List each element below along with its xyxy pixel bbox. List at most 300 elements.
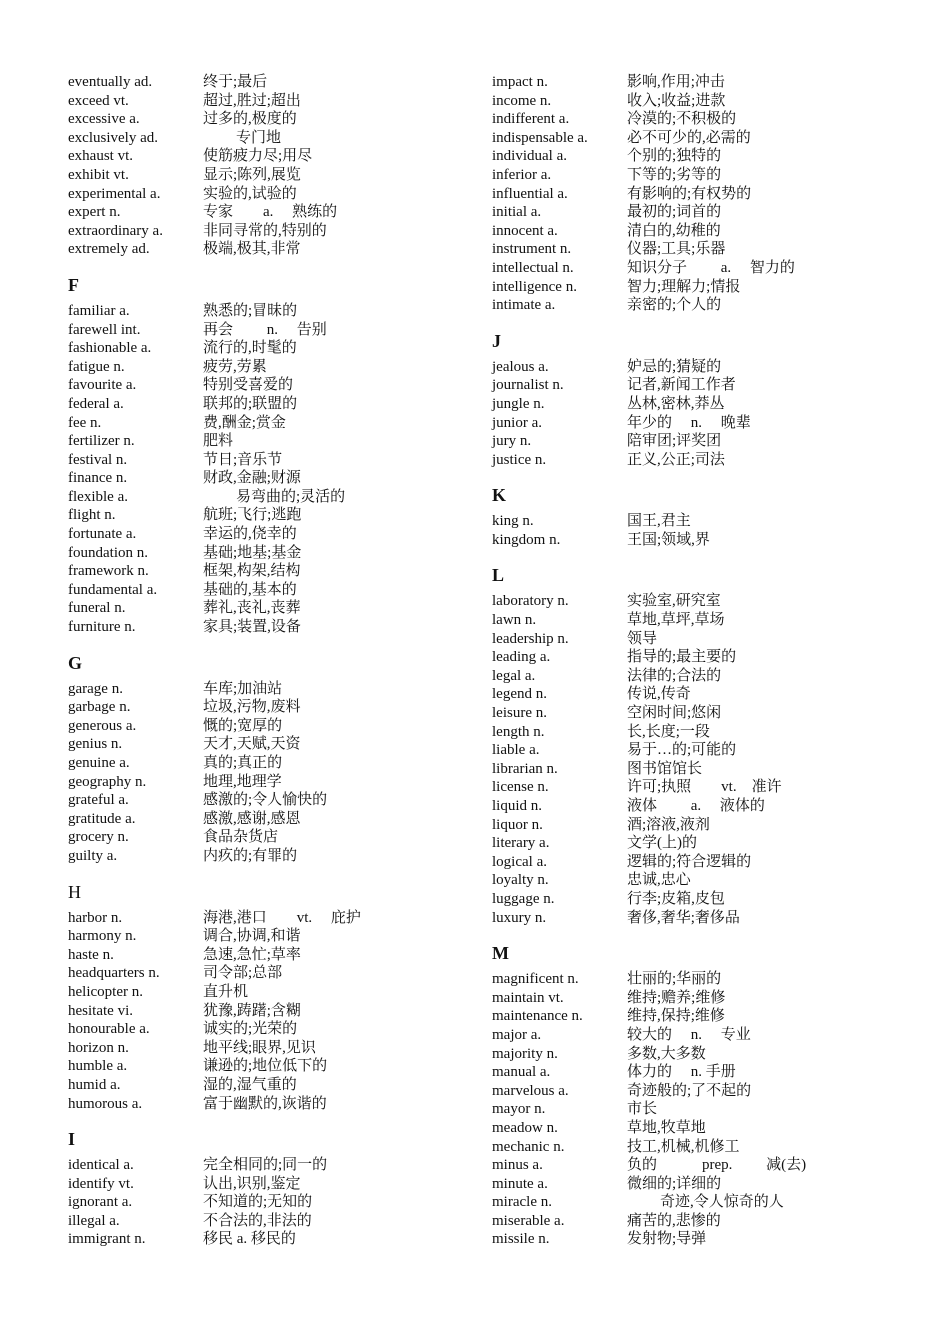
entry-definition: 易弯曲的;灵活的 — [236, 488, 346, 505]
entry-definition: 湿的,湿气重的 — [203, 1076, 297, 1093]
vocab-entry — [492, 222, 912, 241]
entry-definition: 疲劳,劳累 — [203, 358, 267, 375]
vocab-entry — [492, 395, 912, 414]
entry-word: maintenance n. — [492, 1008, 583, 1025]
entry-definition: 诚实的;光荣的 — [203, 1021, 298, 1038]
vocab-entry — [492, 797, 912, 816]
vocab-entry — [68, 618, 468, 637]
entry-definition: 葬礼,丧礼,丧葬 — [203, 600, 301, 617]
vocab-entry — [492, 970, 912, 989]
entry-word: federal a. — [68, 395, 124, 412]
entry-definition: 年少的 n. 晚辈 — [627, 414, 751, 431]
entry-definition: 清白的,幼稚的 — [627, 222, 721, 239]
entry-word: genuine a. — [68, 755, 130, 771]
vocab-entry — [68, 828, 468, 847]
vocab-entry — [68, 166, 468, 185]
vocab-entry — [492, 1007, 912, 1026]
entry-definition: 节日;音乐节 — [203, 451, 283, 468]
entry-word: grocery n. — [68, 829, 129, 846]
entry-definition: 再会 n. 告别 — [203, 321, 327, 338]
entry-definition: 基础的,基本的 — [203, 581, 297, 598]
entry-definition: 专门地 — [236, 129, 282, 146]
entry-definition: 食品杂货店 — [203, 829, 279, 846]
entry-word: fortunate a. — [68, 526, 137, 543]
entry-definition: 超过,胜过;超出 — [203, 92, 301, 109]
entry-definition: 地平线;眼界,见识 — [203, 1039, 316, 1056]
entry-word: jury n. — [492, 433, 532, 450]
entry-definition: 框架,构架,结构 — [203, 563, 301, 580]
entry-definition: 终于;最后 — [203, 74, 268, 90]
entry-word: exhaust vt. — [68, 148, 133, 165]
entry-definition: 内疚的;有罪的 — [203, 847, 298, 864]
vocab-entry — [492, 203, 912, 222]
vocab-entry — [68, 946, 468, 965]
entry-word: junior a. — [492, 414, 542, 431]
entry-definition: 财政,金融;财源 — [203, 470, 301, 487]
entry-definition: 行李;皮箱,皮包 — [627, 890, 725, 907]
entry-word: meadow n. — [492, 1119, 558, 1136]
entry-word: miserable a. — [492, 1212, 565, 1229]
entry-word: kingdom n. — [492, 531, 561, 548]
vocab-entry — [68, 909, 468, 928]
entry-word: missile n. — [492, 1231, 550, 1248]
entry-definition: 影响,作用;冲击 — [627, 74, 725, 90]
entry-word: innocent a. — [492, 222, 558, 239]
entry-definition: 慨的;宽厚的 — [203, 717, 283, 734]
entry-word: identify vt. — [68, 1175, 134, 1192]
entry-definition: 亲密的;个人的 — [627, 297, 722, 314]
vocab-entry — [492, 630, 912, 649]
right-column — [492, 73, 912, 1249]
vocab-entry — [68, 562, 468, 581]
vocab-entry — [68, 432, 468, 451]
vocab-entry — [68, 321, 468, 340]
entry-definition: 较大的 n. 专业 — [627, 1026, 751, 1043]
entry-word: literary a. — [492, 835, 550, 852]
entry-definition: 实验室,研究室 — [627, 593, 721, 610]
vocab-entry — [492, 1175, 912, 1194]
vocab-entry — [68, 506, 468, 525]
entry-word: exceed vt. — [68, 92, 129, 109]
vocab-entry — [492, 1082, 912, 1101]
section-letter: G — [68, 652, 83, 673]
entry-definition: 痛苦的,悲惨的 — [627, 1212, 721, 1229]
entry-definition: 丛林,密林,莽丛 — [627, 395, 725, 412]
entry-definition: 感激,感谢,感恩 — [203, 810, 301, 827]
entry-definition: 天才,天赋,天资 — [203, 736, 301, 753]
entry-word: farewell int. — [68, 321, 141, 338]
entry-word: jealous a. — [492, 358, 549, 375]
entry-word: genius n. — [68, 736, 123, 753]
vocab-entry — [68, 1230, 468, 1249]
entry-word: grateful a. — [68, 792, 129, 809]
vocab-entry — [68, 1057, 468, 1076]
vocab-entry — [492, 1138, 912, 1157]
vocab-entry — [68, 927, 468, 946]
vocab-entry — [492, 376, 912, 395]
entry-word: exhibit vt. — [68, 166, 129, 183]
section-letter: L — [492, 565, 505, 586]
vocab-entry — [492, 871, 912, 890]
entry-definition: 真的;真正的 — [203, 755, 283, 771]
entry-word: finance n. — [68, 470, 128, 487]
entry-definition: 直升机 — [203, 983, 249, 1000]
vocab-entry — [492, 853, 912, 872]
entry-word: luxury n. — [492, 909, 547, 926]
vocab-entry — [492, 414, 912, 433]
vocab-entry — [492, 723, 912, 742]
entry-definition: 逻辑的;符合逻辑的 — [627, 853, 752, 870]
section-letter: I — [68, 1129, 76, 1150]
vocab-entry — [492, 1193, 912, 1212]
entry-word: fashionable a. — [68, 340, 152, 357]
entry-definition: 空闲时间;悠闲 — [627, 705, 722, 722]
entry-definition: 壮丽的;华丽的 — [627, 971, 722, 988]
vocab-entry — [492, 1230, 912, 1249]
entry-word: maintain vt. — [492, 989, 564, 1006]
entry-word: fertilizer n. — [68, 433, 135, 450]
vocab-entry — [492, 259, 912, 278]
entry-definition: 非同寻常的,特别的 — [203, 222, 327, 239]
entry-definition: 必不可少的,必需的 — [627, 129, 751, 146]
vocab-entry — [68, 1156, 468, 1175]
entry-definition: 谦逊的;地位低下的 — [203, 1058, 328, 1075]
entry-word: leading a. — [492, 649, 551, 666]
entry-word: fee n. — [68, 414, 102, 431]
entry-word: horizon n. — [68, 1039, 129, 1056]
vocab-entry — [68, 581, 468, 600]
entry-definition: 特别受喜爱的 — [203, 377, 294, 394]
entry-definition: 显示;陈列,展览 — [203, 166, 301, 183]
entry-definition: 指导的;最主要的 — [627, 649, 737, 666]
vocab-entry — [68, 451, 468, 470]
entry-definition: 最初的;词首的 — [627, 204, 722, 221]
entry-definition: 熟悉的;冒昧的 — [203, 302, 298, 319]
vocab-entry — [492, 778, 912, 797]
vocab-entry — [492, 648, 912, 667]
entry-definition: 维持;赡养;维修 — [627, 989, 726, 1006]
entry-word: loyalty n. — [492, 872, 549, 889]
entry-word: minute a. — [492, 1175, 548, 1192]
vocab-entry — [68, 185, 468, 204]
section-letter: M — [492, 943, 509, 964]
vocab-entry — [492, 432, 912, 451]
entry-word: instrument n. — [492, 241, 572, 258]
entry-word: identical a. — [68, 1157, 134, 1174]
vocab-entry — [68, 358, 468, 377]
entry-definition: 不知道的;无知的 — [203, 1194, 313, 1211]
vocab-entry — [68, 302, 468, 321]
entry-definition: 过多的,极度的 — [203, 111, 297, 128]
section-letter: H — [68, 881, 81, 902]
entry-word: lawn n. — [492, 612, 537, 629]
entry-definition: 体力的 n. 手册 — [627, 1064, 736, 1081]
entry-definition: 调合,协调,和谐 — [203, 928, 301, 945]
entry-definition: 实验的,试验的 — [203, 185, 297, 202]
vocab-entry — [492, 611, 912, 630]
vocab-entry — [492, 1100, 912, 1119]
entry-definition: 基础;地基;基金 — [203, 544, 302, 561]
entry-definition: 忠诚,忠心 — [627, 872, 691, 889]
entry-word: geography n. — [68, 773, 147, 790]
vocab-entry — [68, 525, 468, 544]
vocab-entry — [492, 834, 912, 853]
entry-definition: 幸运的,侥幸的 — [203, 526, 297, 543]
vocab-entry — [68, 599, 468, 618]
entry-definition: 正义,公正;司法 — [627, 451, 725, 468]
entry-definition: 陪审团;评奖团 — [627, 433, 722, 450]
entry-word: eventually ad. — [68, 74, 153, 90]
vocab-entry — [68, 1076, 468, 1095]
entry-word: legal a. — [492, 667, 536, 684]
vocab-entry — [492, 890, 912, 909]
entry-definition: 国王,君主 — [627, 513, 691, 530]
entry-word: fundamental a. — [68, 581, 158, 598]
vocab-entry — [492, 909, 912, 928]
vocab-entry — [68, 110, 468, 129]
vocab-entry — [68, 544, 468, 563]
entry-word: liquor n. — [492, 816, 543, 833]
vocab-entry — [492, 989, 912, 1008]
entry-word: influential a. — [492, 185, 568, 202]
entry-definition: 极端,极其,非常 — [203, 241, 301, 258]
vocab-entry — [492, 451, 912, 470]
entry-definition: 有影响的;有权势的 — [627, 185, 752, 202]
vocab-entry — [68, 983, 468, 1002]
entry-word: minus a. — [492, 1157, 543, 1174]
entry-word: experimental a. — [68, 185, 161, 202]
entry-word: luggage n. — [492, 890, 555, 907]
entry-word: extraordinary a. — [68, 222, 163, 239]
vocab-entry — [68, 414, 468, 433]
entry-definition: 急速,急忙;草率 — [203, 946, 301, 963]
entry-word: flight n. — [68, 507, 116, 524]
entry-definition: 航班;飞行;逃跑 — [203, 507, 302, 524]
entry-definition: 草地,牧草地 — [627, 1119, 706, 1136]
vocab-entry — [68, 469, 468, 488]
vocab-entry — [492, 512, 912, 531]
vocab-entry — [68, 73, 468, 92]
entry-word: manual a. — [492, 1064, 551, 1081]
entry-definition: 感激的;令人愉快的 — [203, 792, 328, 809]
entry-word: mechanic n. — [492, 1138, 565, 1155]
vocab-entry — [68, 1175, 468, 1194]
entry-definition: 下等的;劣等的 — [627, 166, 722, 183]
entry-definition: 不合法的,非法的 — [203, 1212, 312, 1229]
entry-word: headquarters n. — [68, 965, 160, 982]
entry-definition: 家具;装置,设备 — [203, 619, 301, 636]
vocab-entry — [68, 791, 468, 810]
vocab-entry — [492, 741, 912, 760]
entry-definition: 智力;理解力;情报 — [627, 278, 741, 295]
entry-definition: 记者,新闻工作者 — [627, 377, 736, 394]
vocab-entry — [492, 592, 912, 611]
vocab-entry — [492, 685, 912, 704]
entry-word: exclusively ad. — [68, 129, 158, 146]
entry-definition: 传说,传奇 — [627, 686, 691, 703]
vocab-entry — [492, 531, 912, 550]
entry-word: inferior a. — [492, 166, 552, 183]
entry-definition: 专家 a. 熟练的 — [203, 204, 338, 221]
entry-definition: 图书馆馆长 — [627, 760, 703, 777]
entry-definition: 负的 prep. 减(去) — [627, 1157, 807, 1174]
entry-word: leadership n. — [492, 630, 569, 647]
entry-definition: 个别的;独特的 — [627, 148, 722, 165]
vocab-entry — [492, 667, 912, 686]
entry-word: immigrant n. — [68, 1231, 146, 1248]
entry-word: leisure n. — [492, 705, 547, 722]
vocab-entry — [492, 296, 912, 315]
entry-word: individual a. — [492, 148, 567, 165]
entry-word: journalist n. — [492, 377, 564, 394]
entry-word: impact n. — [492, 74, 548, 90]
vocab-entry — [68, 92, 468, 111]
vocab-entry — [68, 339, 468, 358]
entry-word: furniture n. — [68, 619, 136, 636]
vocab-entry — [68, 1212, 468, 1231]
entry-word: marvelous a. — [492, 1082, 569, 1099]
entry-definition: 收入;收益;进款 — [627, 92, 726, 109]
vocab-entry — [68, 810, 468, 829]
entry-word: length n. — [492, 723, 545, 740]
entry-definition: 奇迹般的;了不起的 — [627, 1082, 752, 1099]
vocab-entry — [492, 73, 912, 92]
vocab-entry — [68, 488, 468, 507]
entry-word: festival n. — [68, 451, 128, 468]
vocab-entry — [492, 185, 912, 204]
vocab-entry — [492, 110, 912, 129]
vocab-entry — [492, 92, 912, 111]
entry-word: familiar a. — [68, 302, 130, 319]
entry-definition: 微细的;详细的 — [627, 1175, 722, 1192]
entry-definition: 地理,地理学 — [203, 773, 282, 790]
vocab-entry — [68, 698, 468, 717]
vocab-entry — [68, 735, 468, 754]
entry-word: indispensable a. — [492, 129, 588, 146]
entry-definition: 领导 — [627, 630, 658, 647]
entry-definition: 流行的,时髦的 — [203, 340, 297, 357]
entry-definition: 妒忌的;猜疑的 — [627, 358, 722, 375]
entry-word: ignorant a. — [68, 1194, 133, 1211]
entry-word: intellectual n. — [492, 259, 574, 276]
entry-definition: 发射物;导弹 — [627, 1231, 707, 1248]
entry-definition: 肥料 — [203, 433, 234, 450]
entry-definition: 认出,识别,鉴定 — [203, 1175, 301, 1192]
vocab-entry — [492, 1119, 912, 1138]
entry-definition: 液体 a. 液体的 — [627, 798, 765, 814]
vocab-entry — [68, 964, 468, 983]
entry-definition: 移民 a. 移民的 — [203, 1231, 296, 1248]
entry-word: helicopter n. — [68, 983, 143, 1000]
vocab-entry — [68, 147, 468, 166]
entry-word: miracle n. — [492, 1194, 552, 1211]
entry-definition: 犹豫,踌躇;含糊 — [203, 1002, 301, 1019]
vocab-entry — [492, 1212, 912, 1231]
vocab-entry — [492, 760, 912, 779]
vocab-entry — [68, 376, 468, 395]
entry-definition: 奢侈,奢华;奢侈品 — [627, 909, 740, 926]
entry-word: gratitude a. — [68, 810, 136, 827]
section-letter: F — [68, 274, 79, 295]
entry-word: license n. — [492, 779, 549, 796]
entry-definition: 酒;溶液,液剂 — [627, 816, 710, 833]
entry-definition: 车库;加油站 — [203, 680, 283, 697]
entry-word: majority n. — [492, 1045, 558, 1062]
vocab-entry — [492, 166, 912, 185]
entry-word: mayor n. — [492, 1101, 546, 1118]
entry-word: legend n. — [492, 686, 547, 703]
entry-word: honourable a. — [68, 1021, 150, 1038]
entry-definition: 完全相同的;同一的 — [203, 1157, 328, 1174]
left-column — [68, 73, 468, 1249]
entry-definition: 长,长度;一段 — [627, 723, 710, 740]
vocab-entry — [68, 222, 468, 241]
entry-word: magnificent n. — [492, 971, 579, 988]
vocab-entry — [68, 680, 468, 699]
entry-definition: 维持,保持;维修 — [627, 1008, 725, 1025]
entry-word: haste n. — [68, 946, 114, 963]
entry-word: income n. — [492, 92, 552, 109]
vocab-entry — [68, 129, 468, 148]
entry-word: laboratory n. — [492, 593, 569, 610]
entry-definition: 多数,大多数 — [627, 1045, 706, 1062]
entry-word: favourite a. — [68, 377, 137, 394]
entry-word: excessive a. — [68, 111, 140, 128]
entry-word: logical a. — [492, 853, 547, 870]
entry-word: intimate a. — [492, 297, 556, 314]
entry-word: justice n. — [492, 451, 547, 468]
entry-word: liable a. — [492, 742, 540, 759]
vocab-entry — [492, 704, 912, 723]
vocab-entry — [492, 278, 912, 297]
entry-word: guilty a. — [68, 847, 118, 864]
entry-word: jungle n. — [492, 395, 545, 412]
entry-word: indifferent a. — [492, 111, 570, 128]
vocab-entry — [68, 754, 468, 773]
vocab-entry — [492, 358, 912, 377]
entry-definition: 市长 — [627, 1101, 658, 1118]
section-letter: K — [492, 485, 507, 506]
entry-definition: 使筋疲力尽;用尽 — [203, 148, 313, 165]
entry-word: liquid n. — [492, 798, 543, 814]
vocab-entry — [68, 1193, 468, 1212]
entry-definition: 垃圾,污物,废料 — [203, 699, 301, 716]
entry-definition: 联邦的;联盟的 — [203, 395, 298, 412]
entry-word: humid a. — [68, 1076, 121, 1093]
entry-definition: 冷漠的;不积极的 — [627, 111, 737, 128]
vocab-entry — [492, 240, 912, 259]
entry-definition: 草地,草坪,草场 — [627, 612, 725, 629]
entry-word: librarian n. — [492, 760, 558, 777]
entry-definition: 文学(上)的 — [627, 835, 697, 852]
entry-definition: 费,酬金;赏金 — [203, 414, 286, 431]
entry-word: king n. — [492, 513, 534, 530]
entry-word: initial a. — [492, 204, 542, 221]
vocab-entry — [68, 717, 468, 736]
vocab-entry — [492, 816, 912, 835]
entry-word: framework n. — [68, 563, 149, 580]
entry-word: fatigue n. — [68, 358, 125, 375]
entry-word: humble a. — [68, 1058, 128, 1075]
entry-word: foundation n. — [68, 544, 148, 561]
entry-definition: 许可;执照 vt. 准许 — [627, 779, 782, 796]
vocab-entry — [68, 1039, 468, 1058]
entry-definition: 仪器;工具;乐器 — [627, 241, 726, 258]
vocab-entry — [492, 1026, 912, 1045]
vocab-entry — [492, 1045, 912, 1064]
entry-definition: 知识分子 a. 智力的 — [627, 259, 795, 276]
entry-word: extremely ad. — [68, 241, 150, 258]
